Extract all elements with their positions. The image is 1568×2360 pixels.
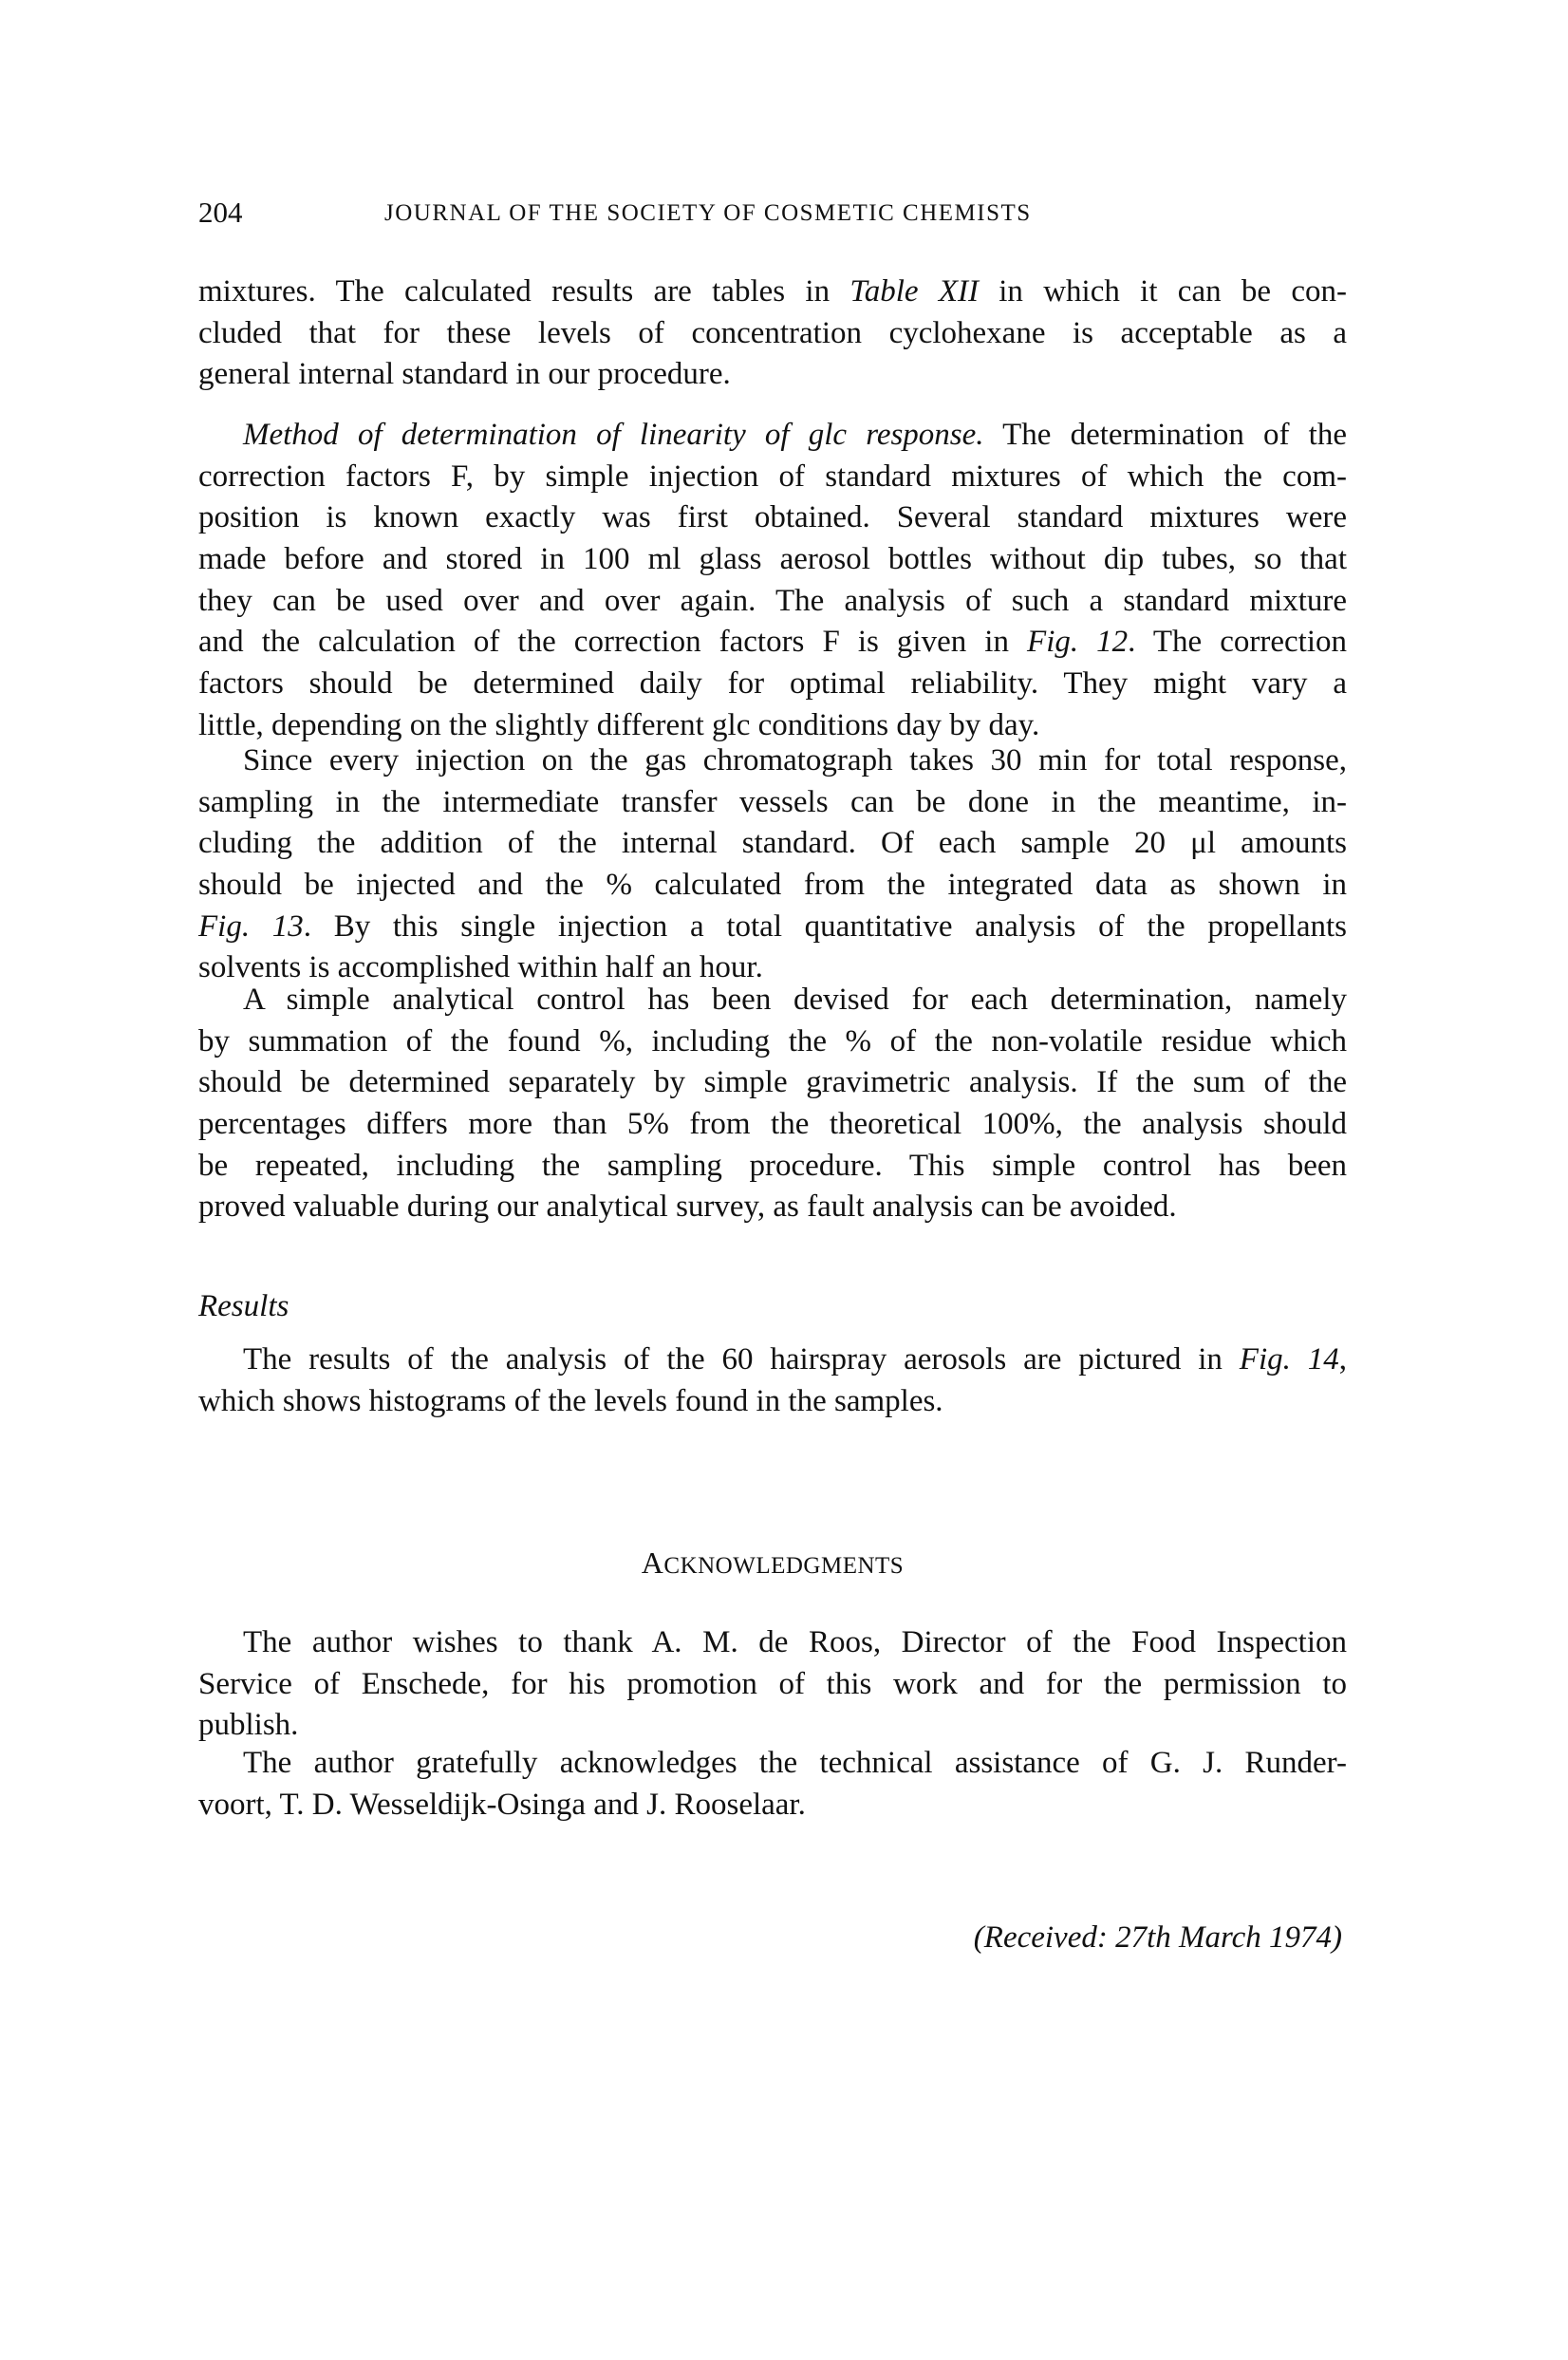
line-text: made before and stored in 100 ml glass aerosol bottles without dip tubes, so that (198, 542, 1347, 577)
line-text: should be injected and the % calculated from the integrated data as shown in (198, 868, 1347, 903)
line-text: Since every injection on the gas chromatograph takes 30 min for total response, (243, 743, 1347, 777)
paragraph-control (198, 980, 1347, 1228)
text-line (198, 980, 1347, 1021)
line-text: The determination of the (983, 418, 1347, 452)
line-text: mixtures. The calculated results are tables in Table XII in which it can be con- (198, 274, 1347, 309)
text-line (198, 1664, 1347, 1706)
text-line (198, 823, 1347, 865)
line-text: correction factors F, by simple injection of standard mixtures of which the com- (198, 459, 1347, 494)
text-line (198, 581, 1347, 623)
line-text: they can be used over and over again. The analysis of such a standard mixture (198, 583, 1347, 618)
text-line (198, 1187, 1347, 1228)
italic-run-in-heading: Method of determination of linearity of glc response. (243, 418, 984, 452)
ack-initial: A (641, 1545, 664, 1580)
text-line (198, 740, 1347, 782)
line-text: by summation of the found %, including the % of the non-volatile residue which (198, 1023, 1347, 1058)
line-text: publish. (198, 1708, 299, 1743)
text-line (198, 354, 1347, 396)
line-text: Service of Enschede, for his promotion of this work and for the permission to (198, 1666, 1347, 1701)
paragraph-method (198, 415, 1347, 747)
ack-rest: CKNOWLEDGMENTS (663, 1553, 905, 1579)
line-text: A simple analytical control has been devised for each determination, namely (243, 983, 1347, 1017)
line-text: should be determined separately by simple gravimetric analysis. If the sum of the (198, 1065, 1347, 1100)
line-text: The author gratefully acknowledges the technical assistance of G. J. Runder- (243, 1746, 1347, 1780)
line-text: little, depending on the slightly different glc conditions day by day. (198, 707, 1040, 742)
text-line (198, 497, 1347, 539)
text-line (198, 865, 1347, 907)
text-line (198, 1021, 1347, 1063)
results-heading: Results (198, 1289, 289, 1323)
text-line (198, 622, 1347, 664)
line-text: sampling in the intermediate transfer vessels can be done in the meantime, in- (198, 784, 1347, 819)
line-text: which shows histograms of the levels found in the samples. (198, 1383, 943, 1418)
text-line (198, 1062, 1347, 1104)
text-line (198, 415, 1347, 457)
text-line (198, 457, 1347, 498)
text-line (198, 782, 1347, 824)
line-text: percentages differs more than 5% from the theoretical 100%, the analysis should (198, 1107, 1347, 1142)
line-text: proved valuable during our analytical survey, as fault analysis can be avoided. (198, 1189, 1177, 1225)
results-paragraph (198, 1339, 1347, 1422)
page-number: 204 (198, 196, 243, 229)
text-line (198, 272, 1347, 313)
running-header: JOURNAL OF THE SOCIETY OF COSMETIC CHEMISTS (384, 200, 1032, 226)
text-line (198, 1705, 1347, 1747)
acknowledgments-paragraph-1 (198, 1622, 1347, 1747)
text-line (198, 1743, 1347, 1785)
text-line (198, 1339, 1347, 1381)
text-line (198, 664, 1347, 705)
received-date: (Received: 27th March 1974) (973, 1920, 1342, 1955)
line-text: solvents is accomplished within half an hour. (198, 950, 763, 985)
line-text: and the calculation of the correction factors F is given in Fig. 12. The correction (198, 625, 1347, 660)
line-text: voort, T. D. Wesseldijk-Osinga and J. Rooselaar. (198, 1787, 806, 1822)
text-line (198, 1146, 1347, 1188)
line-text: The results of the analysis of the 60 hairspray aerosols are pictured in Fig. 14, (243, 1342, 1348, 1377)
acknowledgments-paragraph-2 (198, 1743, 1347, 1826)
text-line (198, 539, 1347, 581)
line-text: position is known exactly was first obtained. Several standard mixtures were (198, 500, 1347, 535)
text-line (198, 1381, 1347, 1423)
line-text: The author wishes to thank A. M. de Roos, Director of the Food Inspection (243, 1625, 1347, 1659)
paragraph-intro (198, 272, 1347, 396)
text-line (198, 313, 1347, 355)
line-text: cluded that for these levels of concentration cyclohexane is acceptable as a (198, 315, 1347, 350)
text-line (198, 1622, 1347, 1664)
line-text: factors should be determined daily for optimal reliability. They might vary a (198, 666, 1347, 702)
text-line (198, 1785, 1347, 1826)
acknowledgments-heading (198, 1545, 1347, 1581)
text-line (198, 907, 1347, 948)
line-text: be repeated, including the sampling procedure. This simple control has been (198, 1148, 1347, 1183)
line-text: cluding the addition of the internal standard. Of each sample 20 μl amounts (198, 826, 1347, 861)
line-text: general internal standard in our procedure. (198, 357, 731, 392)
paragraph-injection (198, 740, 1347, 989)
text-line (198, 1104, 1347, 1146)
line-text: Fig. 13. By this single injection a total quantitative analysis of the propellants (198, 908, 1347, 944)
